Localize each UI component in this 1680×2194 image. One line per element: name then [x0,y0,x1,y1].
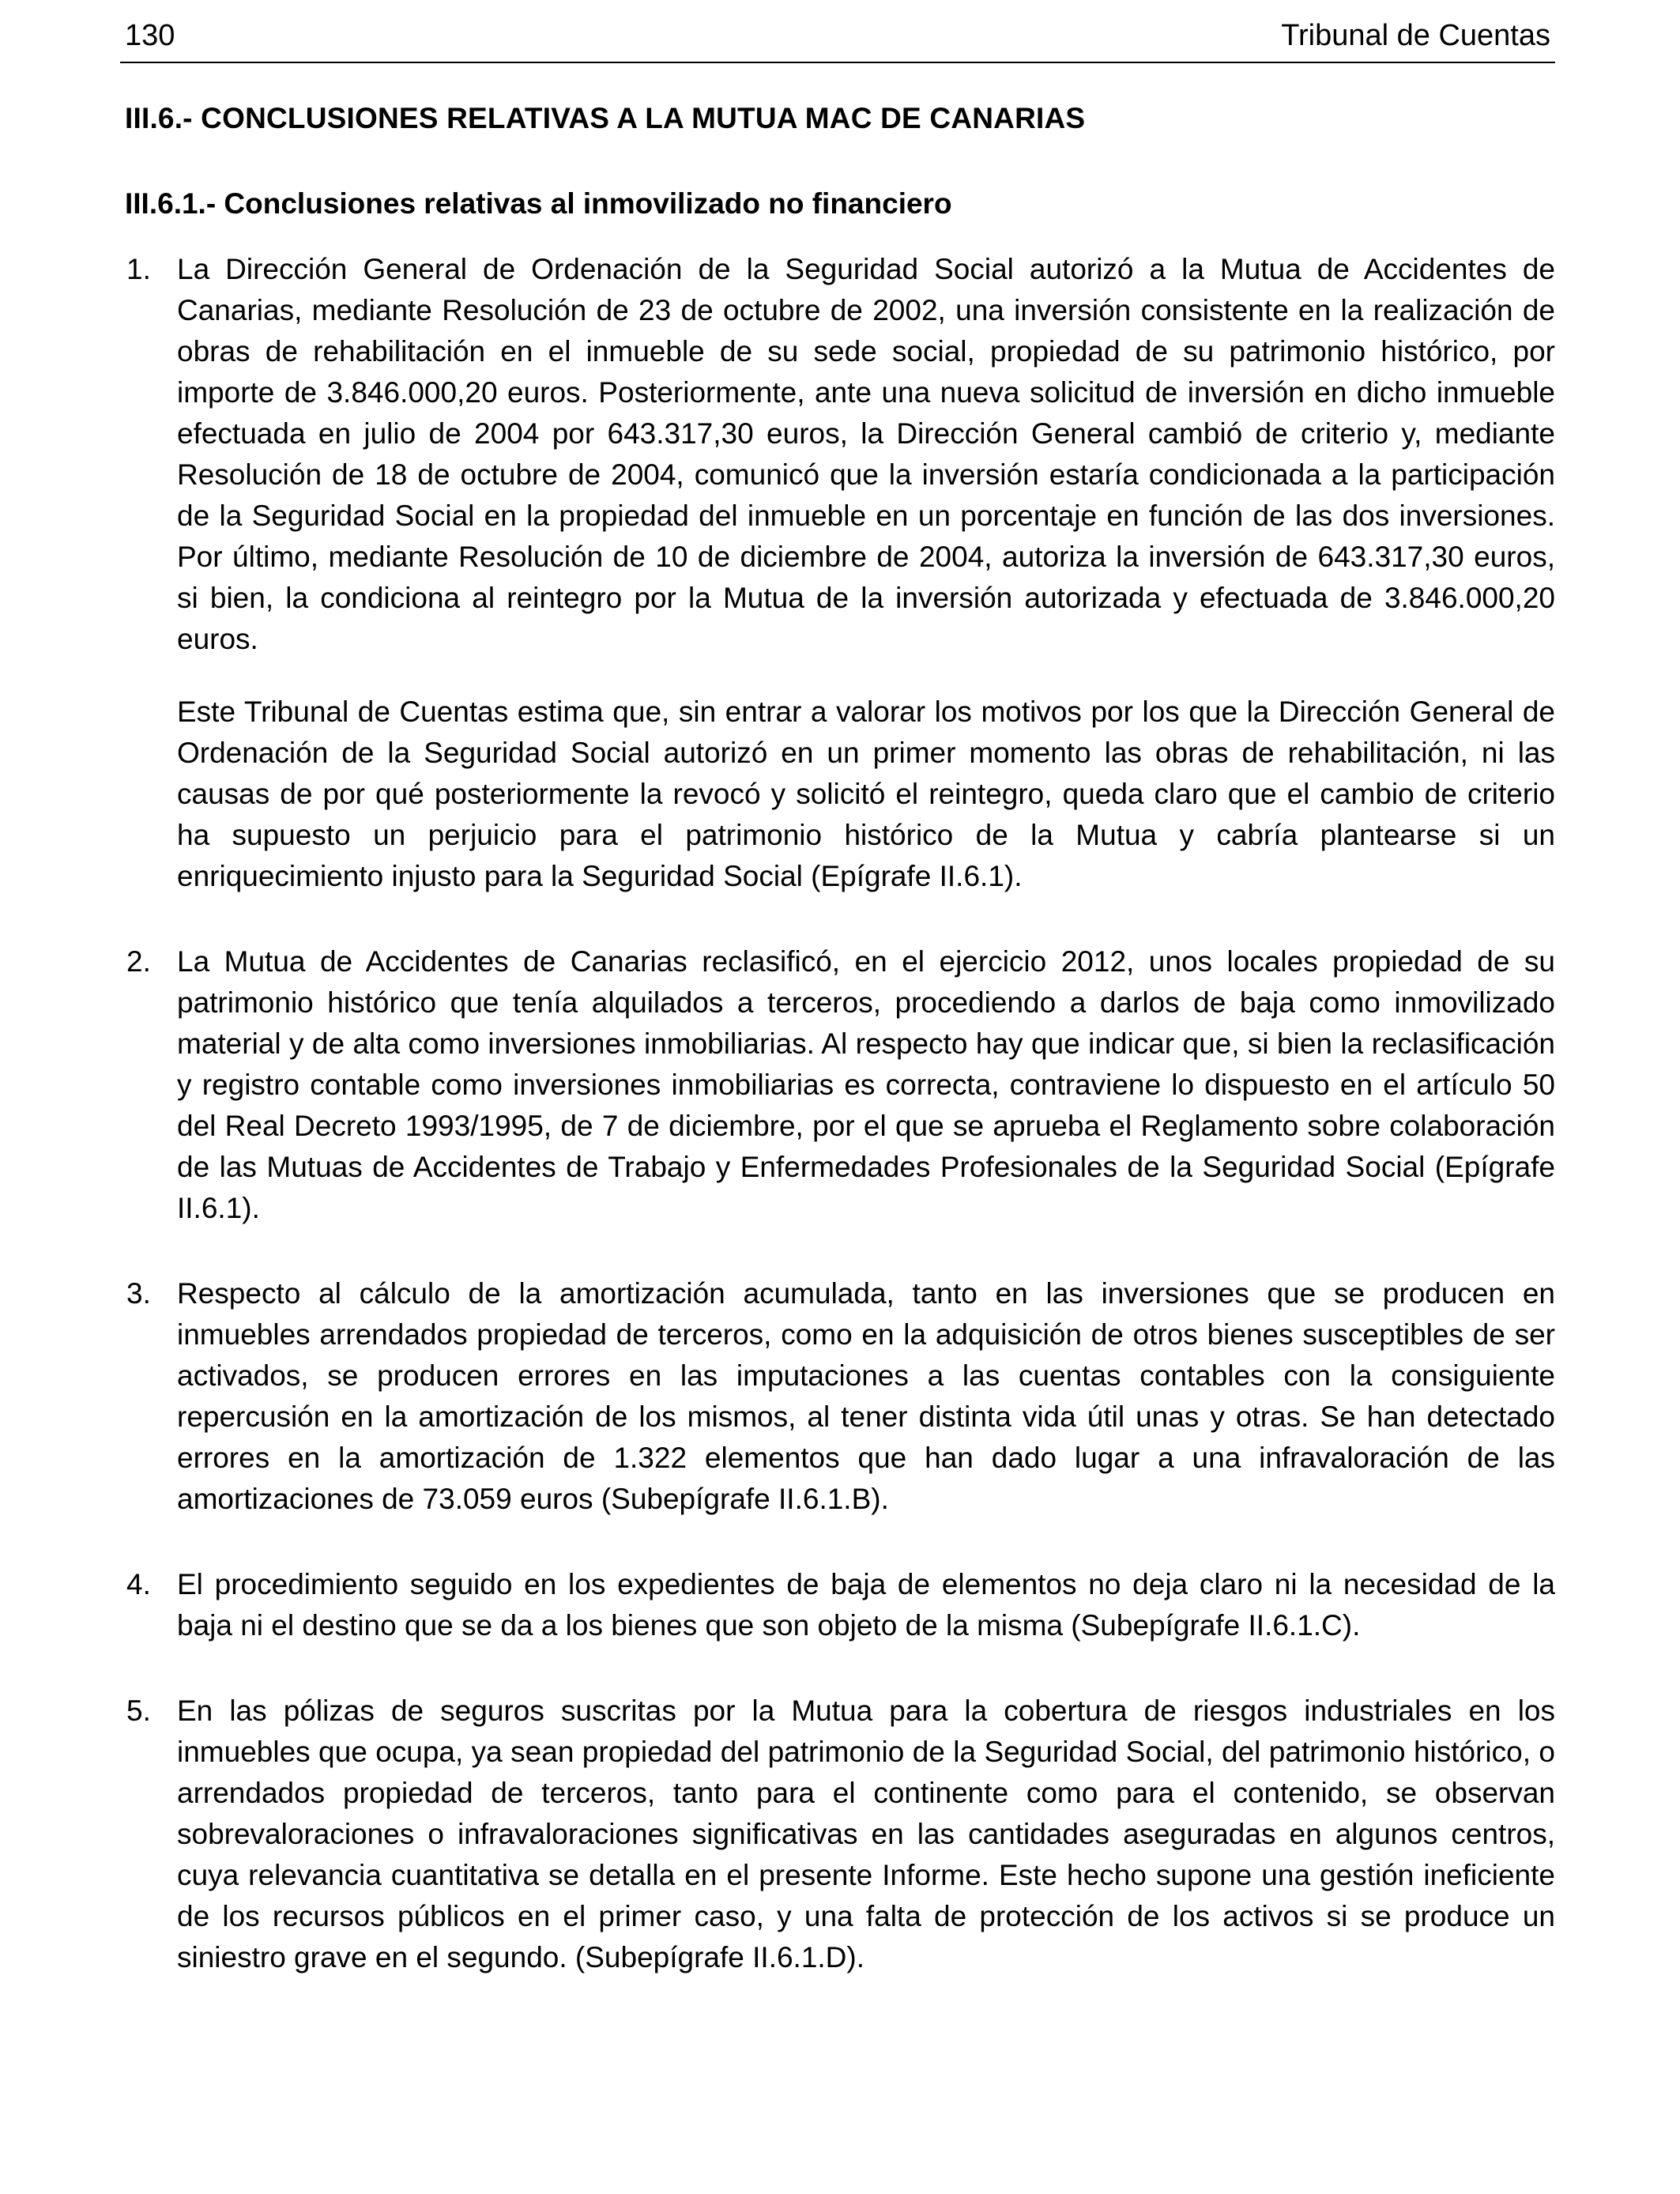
conclusion-item-4 [120,1564,1555,1646]
conclusion-item-5 [120,1691,1555,1978]
running-header [120,0,1555,63]
conclusion-item-2 [120,941,1555,1229]
conclusion-number: 2. [126,944,151,978]
conclusion-number: 3. [126,1276,151,1310]
conclusion-paragraph: El procedimiento seguido en los expedientes de baja de elementos no deja claro ni la necesidad de la baja ni el destino que se da a los bienes que son objeto de la misma (Subepígrafe II.6.1.C). [177,1567,1555,1642]
conclusion-paragraph: Respecto al cálculo de la amortización acumulada, tanto en las inversiones que se producen en inmuebles arrendados propiedad de terceros, como en la adquisición de otros bienes susceptibles de ser activados, se producen errores en las imputaciones a las cuentas contables con la consiguiente repercusión en la amortización de los mismos, al tener distinta vida útil unas y otras. Se han detectado errores en la amortización de 1.322 elementos que han dado lugar a una infravaloración de las amortizaciones de 73.059 euros (Subepígrafe II.6.1.B). [177,1276,1555,1515]
conclusion-number: 4. [126,1567,151,1600]
conclusion-paragraph: La Mutua de Accidentes de Canarias reclasificó, en el ejercicio 2012, unos locales propiedad de su patrimonio histórico que tenía alquilados a terceros, procediendo a darlos de baja como inmovilizado material y de alta como inversiones inmobiliarias. Al respecto hay que indicar que, si bien la reclasificación y registro contable como inversiones inmobiliarias es correcta, contraviene lo dispuesto en el artículo 50 del Real Decreto 1993/1995, de 7 de diciembre, por el que se aprueba el Reglamento sobre colaboración de las Mutuas de Accidentes de Trabajo y Enfermedades Profesionales de la Seguridad Social (Epígrafe II.6.1). [177,944,1555,1224]
subsection-title: III.6.1.- Conclusiones relativas al inmovilizado no financiero [125,187,952,221]
page-number: 130 [125,19,175,52]
document-page [120,0,1555,2022]
publication-name: Tribunal de Cuentas [1281,19,1550,52]
conclusion-paragraph: Este Tribunal de Cuentas estima que, sin entrar a valorar los motivos por los que la Dirección General de Ordenación de la Seguridad Social autorizó en un primer momento las obras de rehabilitación, ni las causas de por qué posteriormente la revocó y solicitó el reintegro, queda claro que el cambio de criterio ha supuesto un perjuicio para el patrimonio histórico de la Mutua y cabría plantearse si un enriquecimiento injusto para la Seguridad Social (Epígrafe II.6.1). [177,695,1555,892]
conclusion-paragraph: En las pólizas de seguros suscritas por la Mutua para la cobertura de riesgos industriales en los inmuebles que ocupa, ya sean propiedad del patrimonio de la Seguridad Social, del patrimonio histórico, o arrendados propiedad de terceros, tanto para el continente como para el contenido, se observan sobrevaloraciones o infravaloraciones significativas en las cantidades aseguradas en algunos centros, cuya relevancia cuantitativa se detalla en el presente Informe. Este hecho supone una gestión ineficiente de los recursos públicos en el primer caso, y una falta de protección de los activos si se produce un siniestro grave en el segundo. (Subepígrafe II.6.1.D). [177,1694,1555,1973]
section-title: III.6.- CONCLUSIONES RELATIVAS A LA MUTUA MAC DE CANARIAS [125,102,1086,134]
conclusion-number: 5. [126,1694,151,1727]
conclusion-paragraph: La Dirección General de Ordenación de la Seguridad Social autorizó a la Mutua de Accidentes de Canarias, mediante Resolución de 23 de octubre de 2002, una inversión consistente en la realización de obras de rehabilitación en el inmueble de su sede social, propiedad de su patrimonio histórico, por importe de 3.846.000,20 euros. Posteriormente, ante una nueva solicitud de inversión en dicho inmueble efectuada en julio de 2004 por 643.317,30 euros, la Dirección General cambió de criterio y, mediante Resolución de 18 de octubre de 2004, comunicó que la inversión estaría condicionada a la participación de la Seguridad Social en la propiedad del inmueble en un porcentaje en función de las dos inversiones. Por último, mediante Resolución de 10 de diciembre de 2004, autoriza la inversión de 643.317,30 euros, si bien, la condiciona al reintegro por la Mutua de la inversión autorizada y efectuada de 3.846.000,20 euros. [177,252,1555,655]
conclusion-item-1 [120,249,1555,897]
conclusion-item-3 [120,1273,1555,1520]
conclusions-list [120,249,1555,1978]
conclusion-number: 1. [126,252,151,285]
